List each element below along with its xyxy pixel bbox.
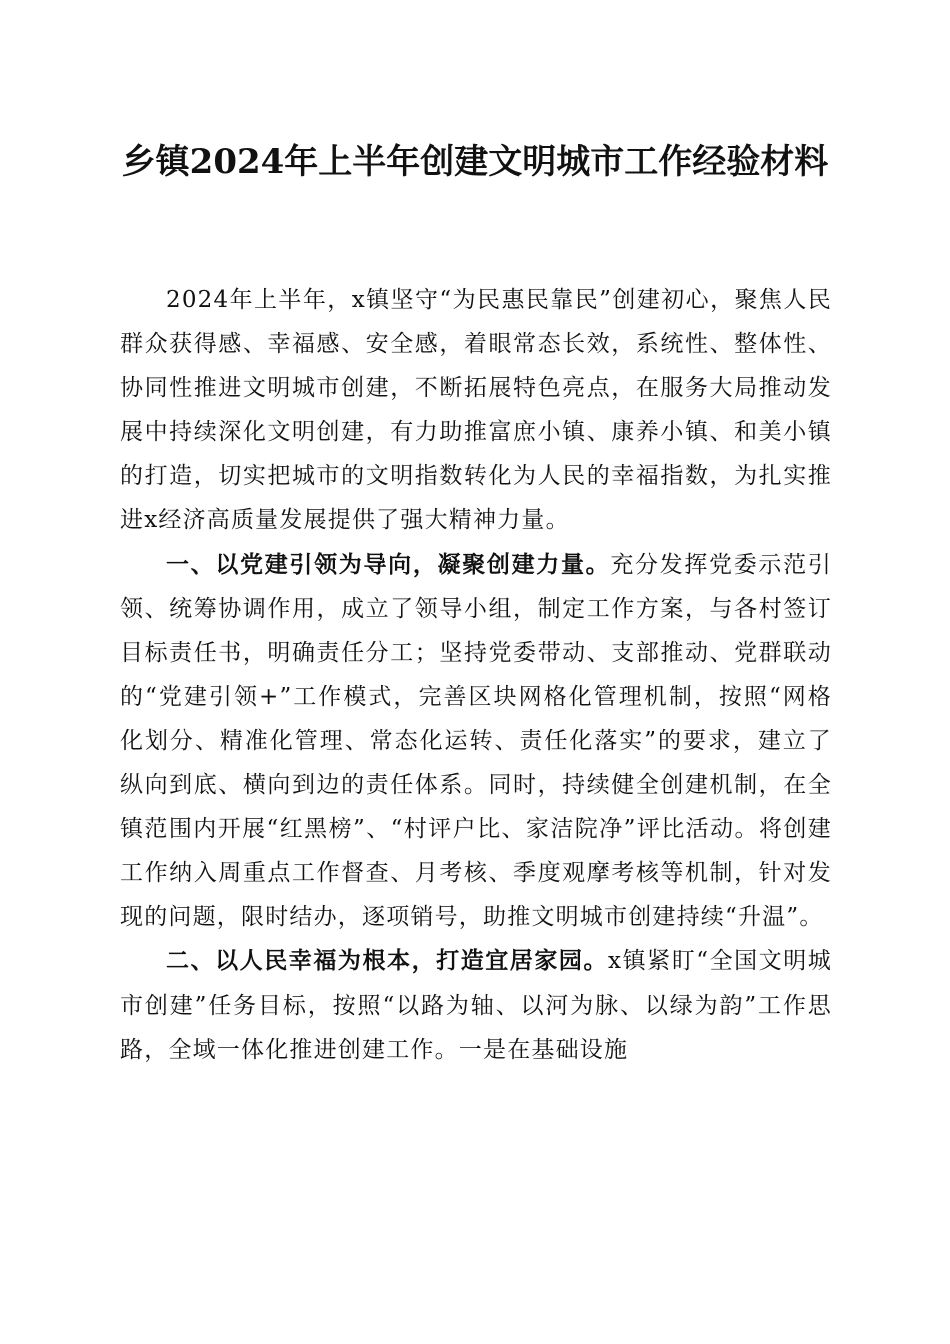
section-1-heading: 一、以党建引领为导向，凝聚创建力量。	[166, 551, 611, 578]
paragraph-text: 2024年上半年，x镇坚守“为民惠民靠民”创建初心，聚焦人民群众获得感、幸福感、安全感，着眼常态长效，系统性、整体性、协同性推进文明城市创建，不断拓展特色亮点，在服务大局推动发展中持续深化文明创建，有力助推富庶小镇、康养小镇、和美小镇的打造，切实把城市的文明指数转化为人民的幸福指数，为扎实推进x经济高质量发展提供了强大精神力量。	[120, 287, 832, 534]
paragraph-section-1	[120, 543, 832, 940]
document-title: 乡镇2024年上半年创建文明城市工作经验材料	[121, 142, 829, 182]
paragraph-text: x镇紧盯“全国文明城市创建”任务目标，按照“以路为轴、以河为脉、以绿为韵”工作思路，全域一体化推进创建工作。一是在基础设施	[120, 948, 832, 1063]
paragraph-section-2	[120, 939, 832, 1071]
paragraph-intro	[120, 278, 832, 543]
document-body	[120, 278, 832, 1072]
paragraph-text: 充分发挥党委示范引领、统筹协调作用，成立了领导小组，制定工作方案，与各村签订目标责任书，明确责任分工；坚持党委带动、支部推动、党群联动的“党建引领+”工作模式，完善区块网格化管理机制，按照“网格化划分、精准化管理、常态化运转、责任化落实”的要求，建立了纵向到底、横向到边的责任体系。同时，持续健全创建机制，在全镇范围内开展“红黑榜”、“村评户比、家洁院净”评比活动。将创建工作纳入周重点工作督查、月考核、季度观摩考核等机制，针对发现的问题，限时结办，逐项销号，助推文明城市创建持续“升温”。	[120, 551, 832, 931]
section-2-heading: 二、以人民幸福为根本，打造宜居家园。	[166, 948, 609, 975]
